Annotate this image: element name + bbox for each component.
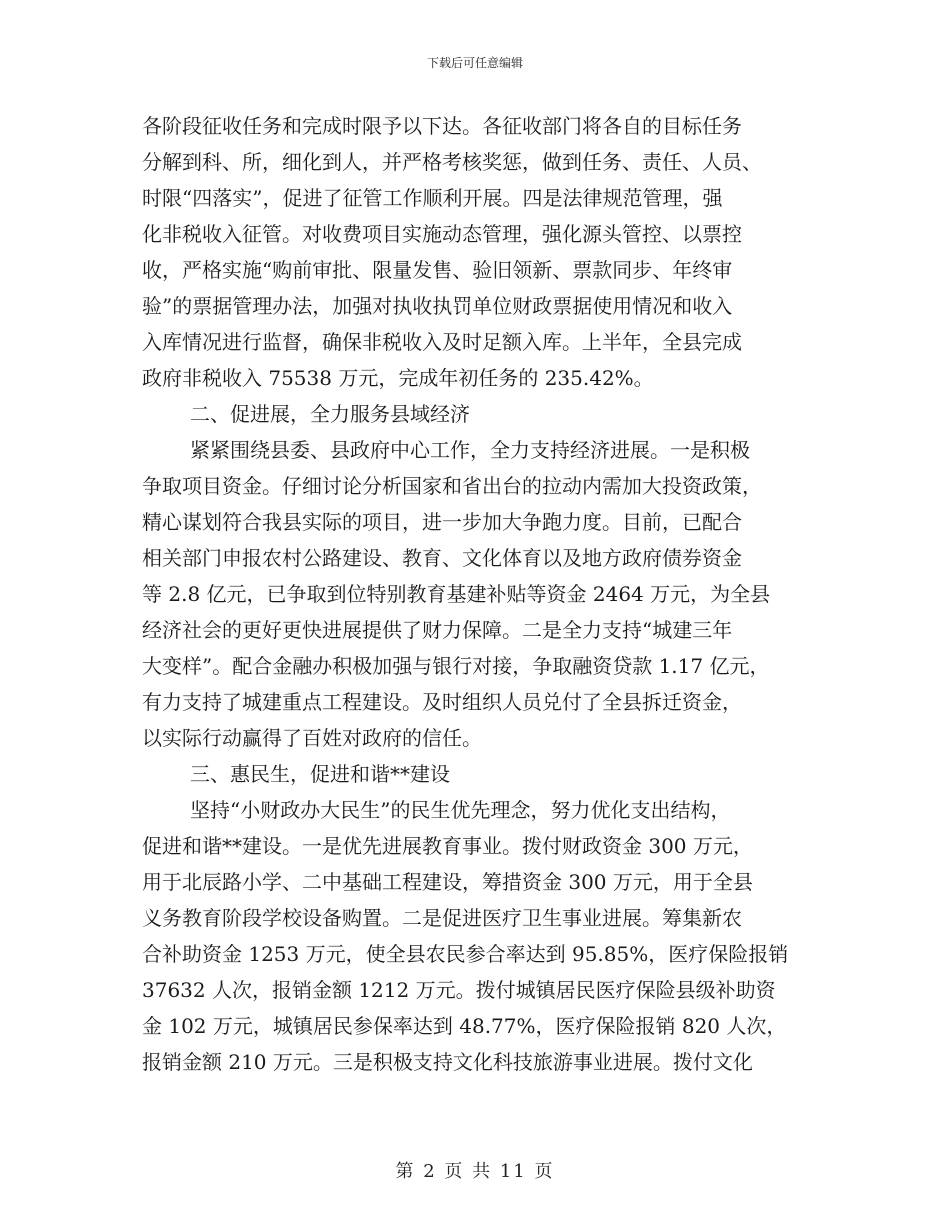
- text-line: 以实际行动赢得了百姓对政府的信任。: [142, 726, 482, 750]
- text-line: 紧紧围绕县委、县政府中心工作，全力支持经济进展。一是积极: [190, 438, 750, 462]
- text-line: 收，严格实施“购前审批、限量发售、验旧领新、票款同步、年终审: [142, 258, 733, 282]
- text-line: 相关部门申报农村公路建设、教育、文化体育以及地方政府债券资金: [142, 546, 742, 570]
- text-line: 经济社会的更好更快进展提供了财力保障。二是全力支持“城建三年: [142, 618, 733, 642]
- text-line: 用于北辰路小学、二中基础工程建设，筹措资金 300 万元，用于全县: [142, 870, 753, 894]
- text-line: 义务教育阶段学校设备购置。二是促进医疗卫生事业进展。筹集新农: [142, 906, 742, 930]
- text-line: 坚持“小财政办大民生”的民生优先理念，努力优化支出结构，: [190, 798, 731, 822]
- text-line: 验”的票据管理办法，加强对执收执罚单位财政票据使用情况和收入: [142, 294, 733, 318]
- text-line: 化非税收入征管。对收费项目实施动态管理，强化源头管控、以票控: [142, 222, 742, 246]
- text-line: 二、促进展，全力服务县域经济: [190, 402, 470, 426]
- text-line: 37632 人次，报销金额 1212 万元。拨付城镇居民医疗保险县级补助资: [142, 978, 776, 1002]
- text-line: 三、惠民生，促进和谐**建设: [190, 762, 450, 786]
- text-line: 大变样”。配合金融办积极加强与银行对接，争取融资贷款 1.17 亿元，: [142, 654, 770, 678]
- text-line: 时限“四落实”，促进了征管工作顺利开展。四是法律规范管理，强: [142, 186, 723, 210]
- text-line: 入库情况进行监督，确保非税收入及时足额入库。上半年，全县完成: [142, 330, 742, 354]
- text-line: 各阶段征收任务和完成时限予以下达。各征收部门将各自的目标任务: [142, 114, 742, 138]
- text-line: 争取项目资金。仔细讨论分析国家和省出台的拉动内需加大投资政策，: [142, 474, 762, 498]
- page-header: 下载后可任意编辑: [426, 56, 523, 70]
- text-line: 分解到科、所，细化到人，并严格考核奖惩，做到任务、责任、人员、: [142, 150, 762, 174]
- page-number-footer: 第 2 页 共 11 页: [395, 1161, 555, 1182]
- text-line: 报销金额 210 万元。三是积极支持文化科技旅游事业进展。拨付文化: [142, 1050, 753, 1074]
- text-line: 等 2.8 亿元，已争取到位特别教育基建补贴等资金 2464 万元，为全县: [142, 582, 771, 606]
- text-line: 金 102 万元，城镇居民参保率达到 48.77%，医疗保险报销 820 人次，: [142, 1014, 787, 1038]
- text-line: 政府非税收入 75538 万元，完成年初任务的 235.42%。: [142, 366, 654, 390]
- text-line: 精心谋划符合我县实际的项目，进一步加大争跑力度。目前，已配合: [142, 510, 742, 534]
- document-body: [142, 108, 822, 1080]
- text-line: 促进和谐**建设。一是优先进展教育事业。拨付财政资金 300 万元，: [142, 834, 753, 858]
- text-line: 有力支持了城建重点工程建设。及时组织人员兑付了全县拆迁资金，: [142, 690, 742, 714]
- text-line: 合补助资金 1253 万元，使全县农民参合率达到 95.85%，医疗保险报销: [142, 942, 789, 966]
